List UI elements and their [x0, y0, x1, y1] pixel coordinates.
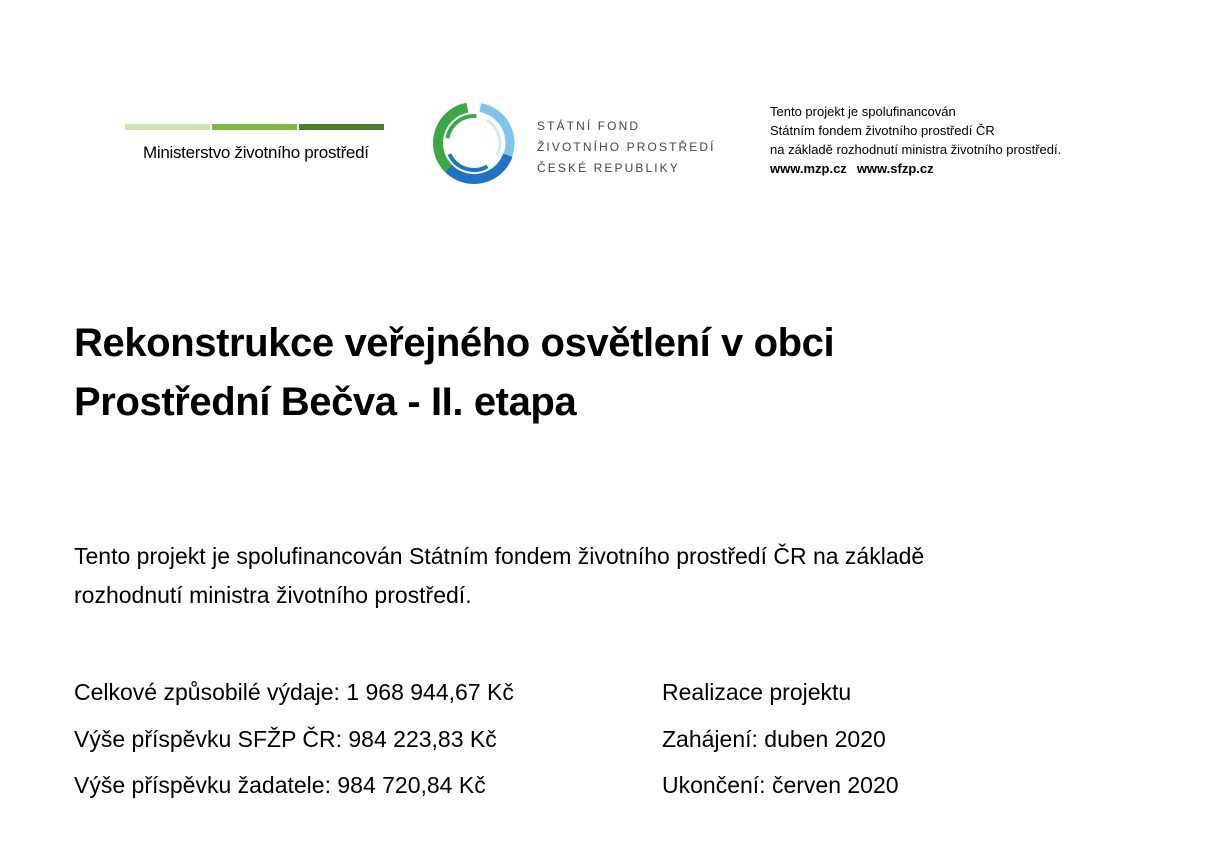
cofinancing-line: na základě rozhodnutí ministra životního prostředí.: [770, 142, 1062, 157]
cofinancing-note: [770, 102, 1061, 178]
cost-details: [74, 669, 514, 809]
sfzp-contribution: Výše příspěvku SFŽP ČR: 984 223,83 Kč: [74, 725, 497, 752]
description-line: rozhodnutí ministra životního prostředí.: [74, 582, 472, 608]
applicant-contribution: Výše příspěvku žadatele: 984 720,84 Kč: [74, 772, 486, 798]
fund-logo: [433, 102, 733, 186]
link-mzp[interactable]: www.mzp.cz: [770, 161, 847, 176]
realization-start: Zahájení: duben 2020: [662, 725, 886, 752]
logo-bar-dark: [299, 124, 384, 130]
logo-bar-mid: [212, 124, 297, 130]
fund-name-line: ČESKÉ REPUBLIKY: [537, 161, 680, 175]
project-title: [74, 314, 1074, 432]
fund-name-line: STÁTNÍ FOND: [537, 119, 641, 133]
title-line: Rekonstrukce veřejného osvětlení v obci: [74, 321, 835, 365]
logo-bar-light: [125, 124, 210, 130]
ministry-logo-bars-icon: [125, 124, 385, 131]
cofinancing-line: Tento projekt je spolufinancován: [770, 104, 956, 119]
fund-name-line: ŽIVOTNÍHO PROSTŘEDÍ: [537, 140, 716, 154]
description-line: Tento projekt je spolufinancován Státním fondem životního prostředí ČR na základě: [74, 543, 925, 569]
title-line: Prostřední Bečva - II. etapa: [74, 380, 577, 424]
ministry-logo: [125, 124, 385, 169]
website-links: [770, 159, 1061, 178]
cofinancing-line: Státním fondem životního prostředí ČR: [770, 123, 995, 138]
project-description: [74, 537, 1114, 615]
fund-name: [537, 116, 716, 179]
realization-details: [662, 669, 899, 809]
realization-end: Ukončení: červen 2020: [662, 772, 899, 798]
realization-heading: Realizace projektu: [662, 679, 852, 705]
total-eligible-costs: Celkové způsobilé výdaje: 1 968 944,67 Kč: [74, 679, 514, 705]
page-header: [0, 0, 1232, 200]
ministry-name: Ministerstvo životního prostředí: [143, 143, 369, 162]
link-sfzp[interactable]: www.sfzp.cz: [856, 161, 934, 176]
fund-swirl-emblem-icon: [433, 102, 515, 184]
